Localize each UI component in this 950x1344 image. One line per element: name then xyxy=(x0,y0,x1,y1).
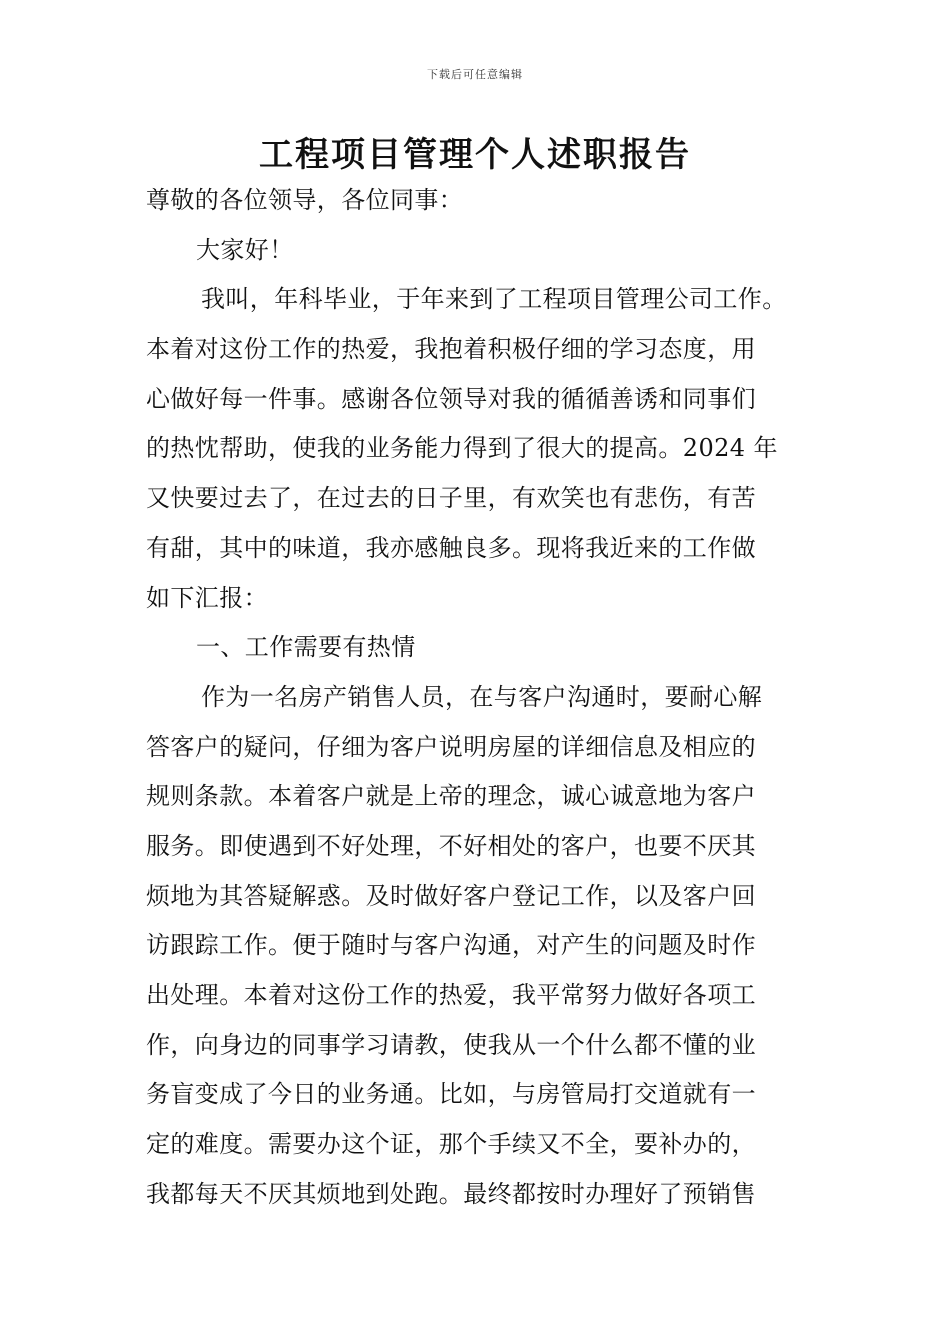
section-heading: 一、工作需要有热情 xyxy=(196,633,416,662)
paragraph-line: 作，向身边的同事学习请教，使我从一个什么都不懂的业 xyxy=(146,1030,756,1059)
paragraph-line: 答客户的疑问，仔细为客户说明房屋的详细信息及相应的 xyxy=(146,732,756,761)
paragraph-line: 出处理。本着对这份工作的热爱，我平常努力做好各项工 xyxy=(146,981,756,1009)
paragraph-line: 如下汇报： xyxy=(146,583,268,612)
paragraph-line: 烦地为其答疑解惑。及时做好客户登记工作，以及客户回 xyxy=(146,881,756,910)
paragraph-line: 心做好每一件事。感谢各位领导对我的循循善诱和同事们 xyxy=(146,384,756,413)
paragraph-line: 务盲变成了今日的业务通。比如，与房管局打交道就有一 xyxy=(146,1080,756,1109)
paragraph-line: 有甜，其中的味道，我亦感触良多。现将我近来的工作做 xyxy=(146,533,756,562)
paragraph-line: 服务。即使遇到不好处理，不好相处的客户，也要不厌其 xyxy=(146,831,756,860)
paragraph-line: 又快要过去了，在过去的日子里，有欢笑也有悲伤，有苦 xyxy=(146,484,756,513)
paragraph-line: 作为一名房产销售人员，在与客户沟通时，要耐心解 xyxy=(201,682,763,711)
paragraph-line: 规则条款。本着客户就是上帝的理念，诚心诚意地为客户 xyxy=(146,782,756,811)
document-body xyxy=(146,182,810,1225)
greeting: 大家好！ xyxy=(196,235,294,264)
paragraph-line: 我叫，年科毕业，于年来到了工程项目管理公司工作。 xyxy=(201,285,787,314)
document-title: 工程项目管理个人述职报告 xyxy=(259,135,691,175)
salutation: 尊敬的各位领导，各位同事： xyxy=(146,186,464,214)
paragraph-line: 我都每天不厌其烦地到处跑。最终都按时办理好了预销售 xyxy=(146,1179,756,1208)
paragraph-line: 本着对这份工作的热爱，我抱着积极仔细的学习态度，用 xyxy=(146,335,756,364)
header-note: 下载后可任意编辑 xyxy=(427,68,523,81)
paragraph-line: 访跟踪工作。便于随时与客户沟通，对产生的问题及时作 xyxy=(146,931,756,960)
paragraph-line: 的热忱帮助，使我的业务能力得到了很大的提高。2024 年 xyxy=(146,434,778,463)
paragraph-line: 定的难度。需要办这个证，那个手续又不全，要补办的， xyxy=(146,1130,756,1159)
